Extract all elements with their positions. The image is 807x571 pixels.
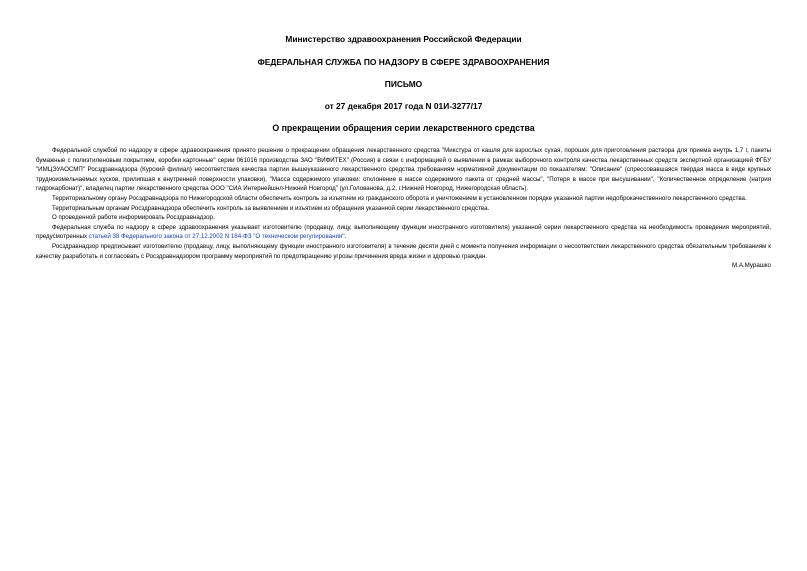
document-body	[36, 146, 771, 261]
signature: М.А.Мурашко	[731, 262, 771, 270]
service-heading: ФЕДЕРАЛЬНАЯ СЛУЖБА ПО НАДЗОРУ В СФЕРЕ ЗДРАВООХРАНЕНИЯ	[257, 57, 550, 67]
paragraph-inform: О проведенной работе информировать Росздравнадзор.	[52, 214, 215, 222]
document-date-number: от 27 декабря 2017 года N 01И-3277/17	[324, 101, 483, 111]
paragraph-territorial-nizhny: Территориальному органу Росздравнадзора по Нижегородской области обеспечить контроль за изъятием из гражданского оборота и уничтожением в установленном порядке указанной партии недоброкачественного лекарственного средства.	[52, 194, 747, 202]
ministry-heading: Министерство здравоохранения Российской Федерации	[285, 34, 522, 44]
paragraph-text-end: .	[344, 233, 347, 241]
document-type: ПИСЬМО	[384, 79, 423, 89]
document-title: О прекращении обращения серии лекарственного средства	[272, 123, 535, 133]
paragraph-manufacturer-measures	[36, 223, 771, 242]
paragraph-prescription: Росздравнадзор предписывает изготовителю (продавцу, лицу, выполняющему функции иностранного изготовителя) в течение десяти дней с момента получения информации о несоответствии лекарственного средства обязательным требованиям к качеству разработать и согласовать с Росздравнадзором программу мероприятий по предотвращению угрозы причинения вреда жизни и здоровью граждан.	[36, 242, 771, 260]
law-reference-link[interactable]: статьей 38 Федерального закона от 27.12.2002 N 184-ФЗ "О техническом регулировании"	[88, 233, 345, 241]
paragraph-decision: Федеральной службой по надзору в сфере здравоохранения принято решение о прекращении обращения лекарственного средства "Микстура от кашля для взрослых сухая, порошок для приготовления раствора для приема внутрь 1,7 г, пакеты бумажные с полиэтиленовым покрытием, коробки картонные" серии 061016 производства ЗАО "ВИФИТЕХ" (Россия) в связи с информацией о выявлении в рамках выборочного контроля качества лекарственных средств экспертной организацией ФГБУ "ИМЦЭУАОСМП" Росздравнадзора (Курский филиал) несоответствия качества партии вышеуказанного лекарственного средства требованиям нормативной документации по показателям: "Описание" (спрессовавшаяся твердая масса в виде крупных трудноизмельчаемых кусков, прилипшая к внутренней поверхности упаковки), "Масса содержимого упаковки: отклонение в массе содержимого пакета от средней массы", "Потеря в массе при высушивании", "Количественное определение (натрия гидрокарбонат)", владелец партии лекарственного средства ООО "СИА Интернейшнл-Нижний Новгород" (ул.Голованова, д.2, г.Нижний Новгород, Нижегородская область).	[36, 147, 771, 193]
paragraph-territorial-all: Территориальным органам Росздравнадзора обеспечить контроль за выявлением и изъятием из обращения указанной серии лекарственного средства.	[52, 204, 490, 212]
paragraph-text: Федеральная служба по надзору в сфере здравоохранения указывает изготовителю (продавцу, лицу, выполняющему функции иностранного изготовителя) указанной серии лекарственного средства на необходимость проведения мероприятий, предусмотренных	[36, 223, 771, 241]
